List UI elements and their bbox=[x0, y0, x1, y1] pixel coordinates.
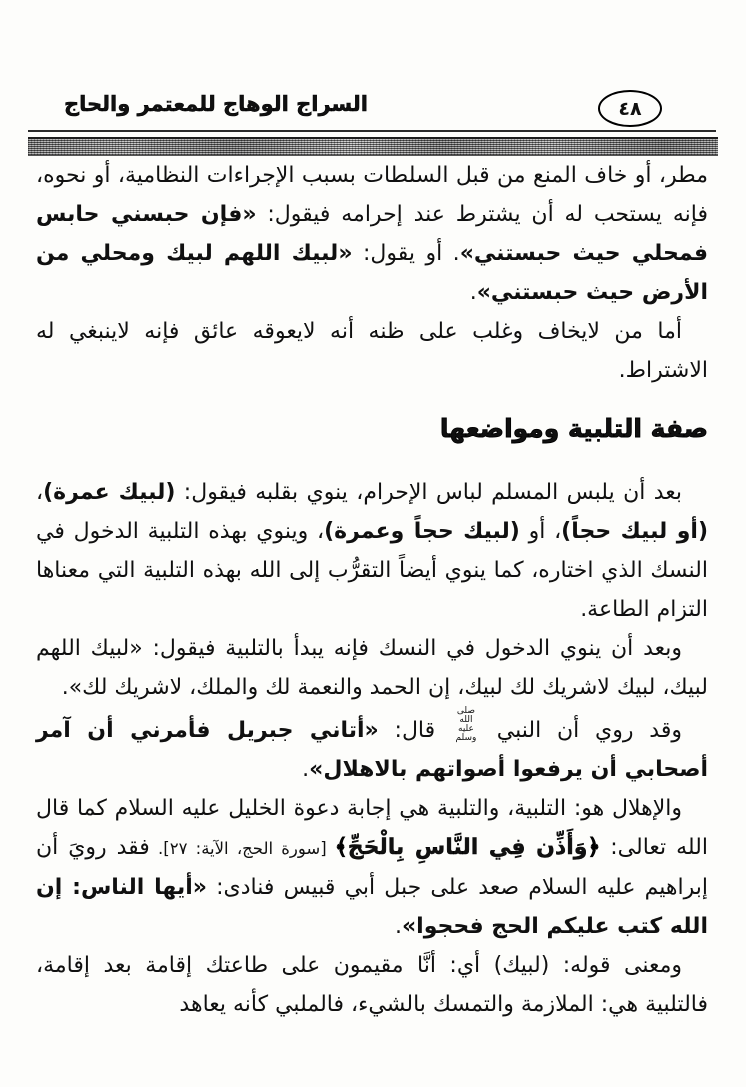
text-segment: قال: bbox=[378, 718, 451, 743]
text-segment: . bbox=[302, 757, 310, 782]
text-segment: . bbox=[394, 914, 402, 939]
text-segment: ومعنى قوله: (لبيك) أي: أنَّا مقيمون على طاعتك إقامة بعد إقامة، فالتلبية هي: الملازمة والتمسك بالشيء، فالملبي كأنه يعاهد bbox=[36, 953, 708, 1017]
text-segment: وقد روي أن النبي bbox=[480, 718, 682, 743]
paragraph-5 bbox=[36, 707, 708, 789]
text-segment: ، bbox=[36, 480, 44, 505]
page-number-badge: ٤٨ bbox=[598, 90, 662, 127]
page-body bbox=[36, 156, 708, 1024]
talbiyah-phrase: (لبيك حجاً وعمرة) bbox=[324, 519, 520, 544]
header-rule bbox=[28, 130, 716, 132]
talbiyah-phrase: (أو لبيك حجاً) bbox=[561, 519, 708, 544]
book-title: السراج الوهاج للمعتمر والحاج bbox=[64, 92, 369, 116]
text-segment: فقد رويَ أن إبراهيم عليه السلام صعد على جبل أبي قبيس فنادى: bbox=[36, 835, 708, 900]
hadith-quote: «أتاني جبريل فأمرني أن آمر أصحابي أن يرفعوا أصواتهم بالاهلال» bbox=[36, 718, 708, 782]
hadith-quote: «أيها الناس: إن الله كتب عليكم الحج فحجوا» bbox=[36, 875, 708, 939]
text-segment: ، وينوي بهذه التلبية الدخول في النسك الذي اختاره، كما ينوي أيضاً التقرُّب إلى الله بهذه التلبية التي معناها التزام الطاعة. bbox=[36, 519, 708, 622]
paragraph-1 bbox=[36, 156, 708, 312]
paragraph-6 bbox=[36, 789, 708, 946]
text-segment: والإهلال هو: التلبية، والتلبية هي إجابة دعوة الخليل عليه السلام كما قال الله تعالى: bbox=[36, 796, 709, 860]
text-segment: ، أو bbox=[519, 519, 562, 544]
prophet-honorific: صلى الله عليه وسلم bbox=[455, 706, 477, 743]
section-heading: صفة التلبية ومواضعها bbox=[439, 414, 708, 443]
text-segment: وبعد أن ينوي الدخول في النسك فإنه يبدأ بالتلبية فيقول: «لبيك اللهم لبيك، لبيك لاشريك لك لبيك، إن الحمد والنعمة لك والملك، لاشريك لك». bbox=[36, 636, 708, 700]
talbiyah-phrase: (لبيك عمرة) bbox=[43, 480, 176, 505]
dua-quote: «لبيك اللهم لبيك ومحلي من الأرض حيث حبستني» bbox=[36, 241, 708, 305]
dua-quote: «فإن حبسني حابس فمحلي حيث حبستني» bbox=[36, 202, 708, 266]
quran-verse: ﴿وَأَذِّن فِي النَّاسِ بِالْحَجِّ﴾ bbox=[334, 835, 601, 860]
paragraph-4 bbox=[36, 629, 708, 707]
paragraph-7 bbox=[36, 946, 708, 1024]
text-segment: أما من لايخاف وغلب على ظنه أنه لايعوقه عائق فإنه لاينبغي له الاشتراط. bbox=[36, 319, 708, 383]
paragraph-2 bbox=[36, 312, 708, 390]
verse-reference: [سورة الحج، الآية: ٢٧]. bbox=[149, 839, 335, 858]
text-segment: مطر، أو خاف المنع من قبل السلطات بسبب الإجراءات النظامية، أو نحوه، فإنه يستحب له أن يشترط عند إحرامه فيقول: bbox=[36, 163, 708, 227]
text-segment: . أو يقول: bbox=[352, 241, 460, 266]
text-segment: بعد أن يلبس المسلم لباس الإحرام، ينوي بقلبه فيقول: bbox=[175, 480, 682, 505]
paragraph-3 bbox=[36, 473, 708, 629]
text-segment: . bbox=[469, 280, 477, 305]
header-halftone-bar bbox=[28, 137, 718, 156]
